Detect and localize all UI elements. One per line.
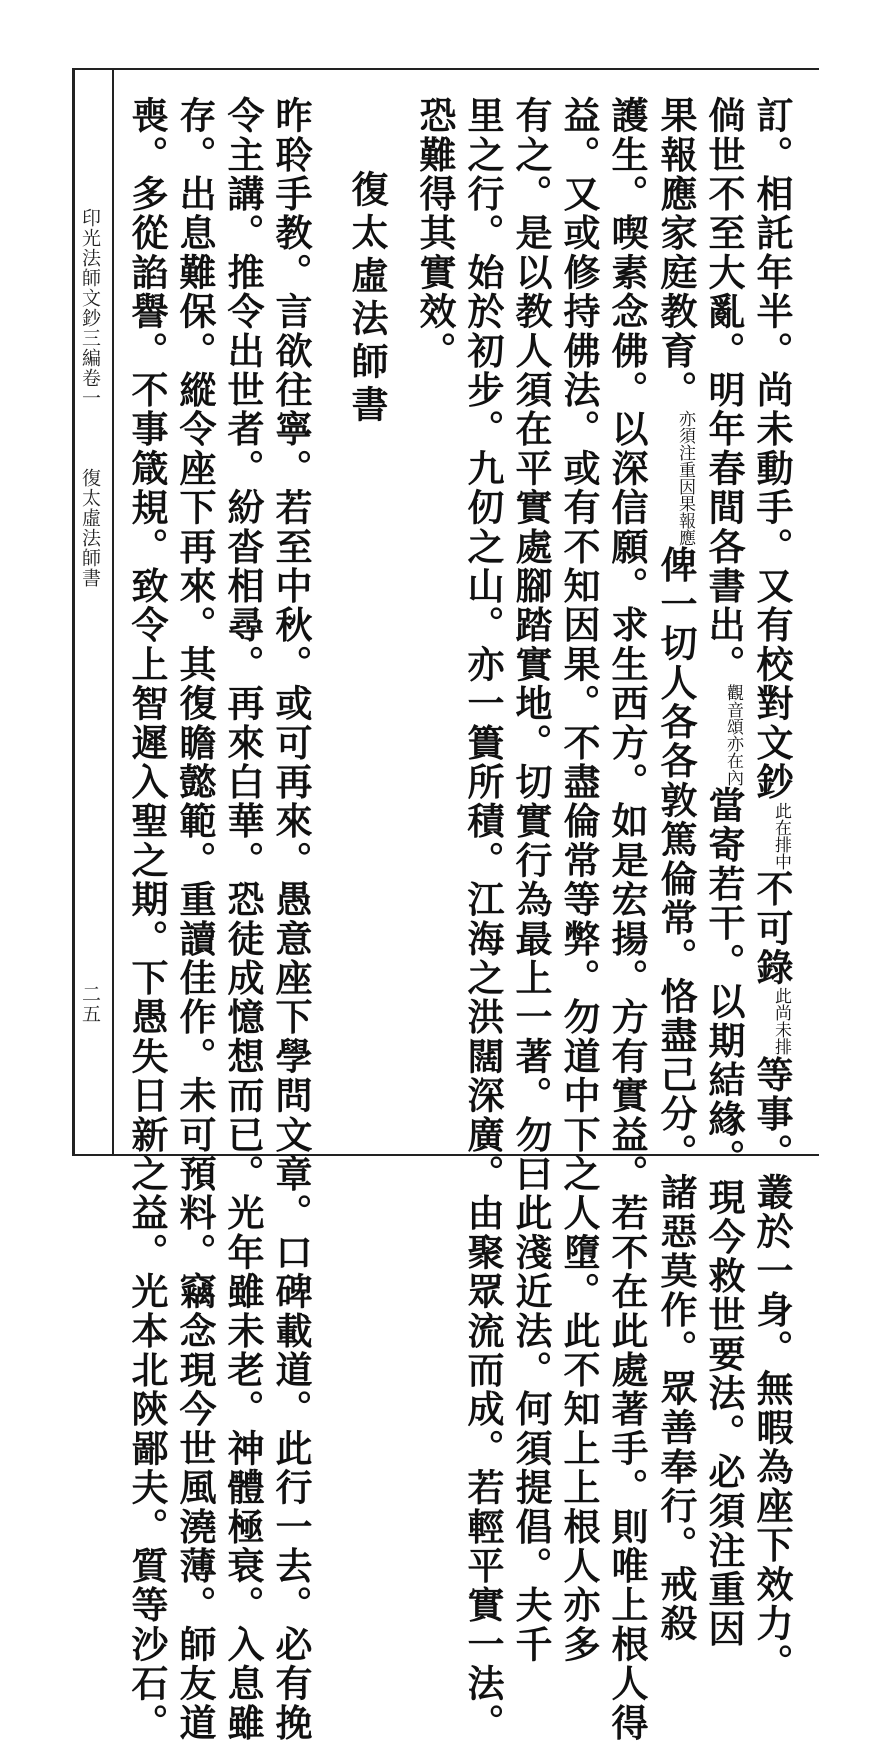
- letter-title: 復太虛法師書: [345, 170, 389, 428]
- column-3-text-a: 果報應家庭教育。: [654, 96, 698, 410]
- text-column-3: [654, 96, 698, 1644]
- column-2-text-a: 倘世不至大亂。明年春間各書出。: [702, 96, 746, 684]
- margin-divider-line: [112, 68, 114, 1156]
- column-1-text-c: 等事。叢於一身。無暇為座下效力。: [750, 1055, 794, 1683]
- text-column-10: 昨聆手教。言欲往寧。若至中秋。或可再來。愚意座下學問文章。口碑載道。此行一去。必有挽: [269, 96, 313, 1742]
- margin-book-title: 印光法師文鈔三編卷一: [79, 208, 101, 408]
- margin-page-number: 二五: [79, 984, 101, 1024]
- text-column-8: 恐難得其實效。: [413, 96, 457, 371]
- column-1-text-a: 訂。相託年半。尚未動手。又有校對文鈔: [750, 96, 794, 802]
- column-1-text-b: 不可錄: [750, 869, 794, 988]
- text-column-4: 護生。喫素念佛。以深信願。求生西方。如是宏揚。方有實益。若不在此處著手。則唯上根人得: [605, 96, 649, 1742]
- text-column-12: 存。出息難保。縱令座下再來。其復瞻懿範。重讀佳作。未可預料。竊念現今世風澆薄。師友道: [173, 96, 217, 1742]
- text-column-5: 益。又或修持佛法。或有不知因果。不盡倫常等弊。勿道中下之人墮。此不知上上根人亦多: [557, 96, 601, 1664]
- column-2-note: 觀音頌亦在內: [723, 684, 743, 786]
- column-3-note: 亦須注重因果報應: [675, 409, 695, 546]
- text-column-2: [702, 96, 746, 1649]
- margin-section-title: 復太虛法師書: [79, 468, 101, 588]
- text-column-6: 有之。是以教人須在平實處腳踏實地。切實行為最上一著。勿曰此淺近法。何須提倡。夫千: [509, 96, 553, 1664]
- column-1-note-a: 此在排中: [771, 801, 791, 870]
- text-column-1: [750, 96, 794, 1683]
- column-2-text-b: 當寄若干。以期結緣。現今救世要法。必須注重因: [702, 786, 746, 1649]
- text-column-7: 里之行。始於初步。九仞之山。亦一簣所積。江海之洪闊深廣。由聚眾流而成。若輕平實一法。: [461, 96, 505, 1742]
- column-3-text-b: 俾一切人各各敦篤倫常。恪盡己分。諸惡莫作。眾善奉行。戒殺: [654, 545, 698, 1644]
- text-column-13: 喪。多從諂譽。不事箴規。致令上智遲入聖之期。下愚失日新之益。光本北陝鄙夫。質等沙石。: [125, 96, 169, 1742]
- text-column-11: 令主講。推令出世者。紛沓相尋。再來白華。恐徒成憶想而已。光年雖未老。神體極衰。入息雖: [221, 96, 265, 1742]
- column-1-note-b: 此尚未排: [771, 987, 791, 1056]
